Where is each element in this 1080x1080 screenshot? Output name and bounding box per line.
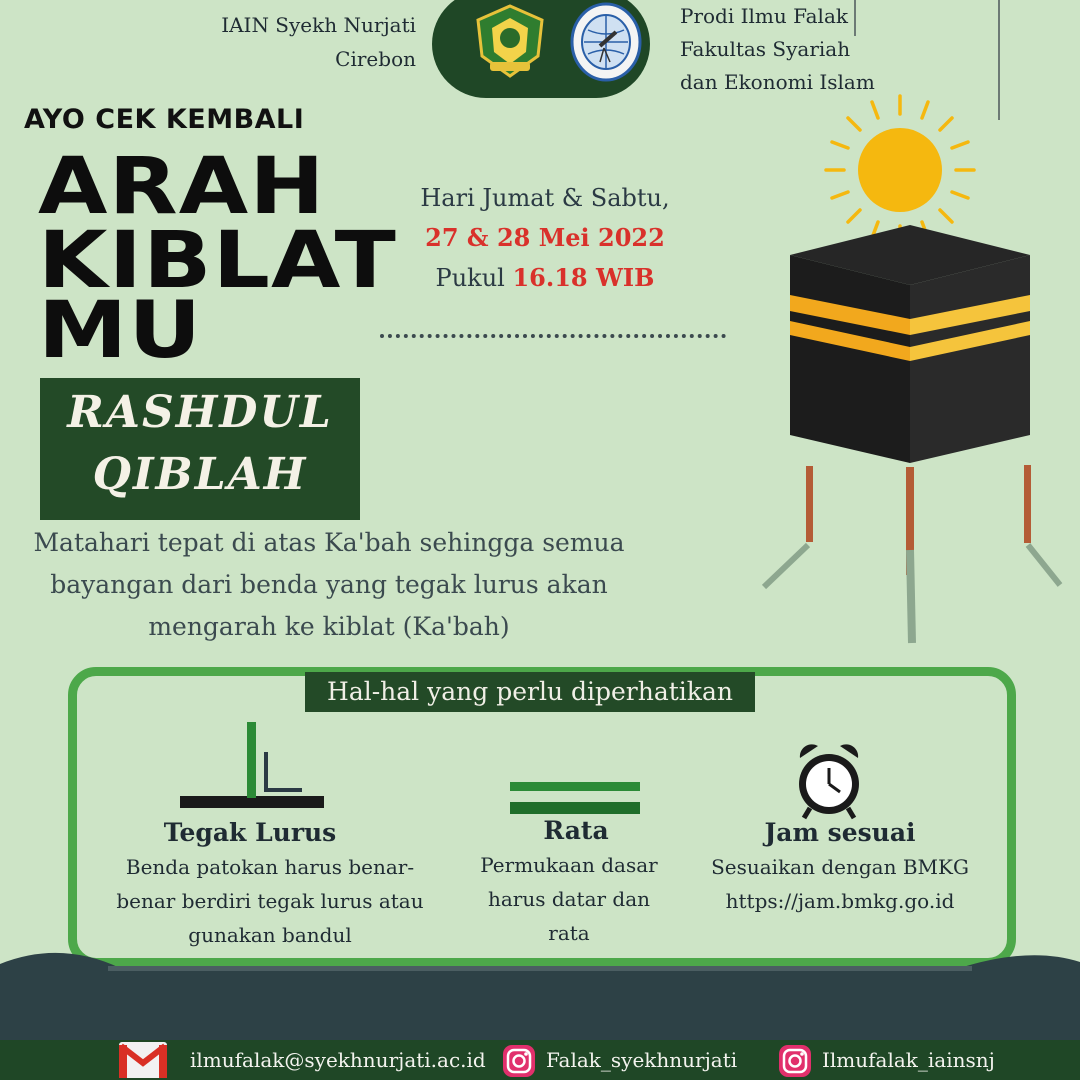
tip-text-jam: Sesuaikan dengan BMKG https://jam.bmkg.go.id bbox=[700, 850, 980, 918]
footer-hill bbox=[0, 940, 1080, 1040]
tips-heading: Hal-hal yang perlu diperhatikan bbox=[305, 672, 755, 712]
tip-title-rata: Rata bbox=[543, 816, 609, 845]
divider-line bbox=[854, 0, 856, 36]
tip-title-jam: Jam sesuai bbox=[764, 818, 916, 847]
dotted-divider bbox=[380, 334, 726, 338]
title-line: KIBLAT bbox=[38, 216, 397, 306]
kicker-text: AYO CEK KEMBALI bbox=[24, 104, 305, 135]
description: Matahari tepat di atas Ka'bah sehingga semua bayangan dari benda yang tegak lurus akan mengarah ke kiblat (Ka'bah) bbox=[33, 528, 625, 641]
footer-email[interactable]: ilmufalak@syekhnurjati.ac.id bbox=[190, 1048, 486, 1072]
tip-text-rata: Permukaan dasar harus datar dan rata bbox=[480, 853, 658, 945]
institution-name-right: Prodi Ilmu Falak Fakultas Syariah dan Ekonomi Islam bbox=[680, 4, 875, 94]
divider-line bbox=[998, 0, 1000, 120]
schedule bbox=[380, 178, 710, 298]
footer-instagram-2[interactable]: Ilmufalak_iainsnj bbox=[822, 1048, 995, 1072]
level-icon bbox=[510, 780, 640, 816]
falak-logo-icon bbox=[570, 2, 642, 82]
schedule-time-row: Pukul 16.18 WIB bbox=[435, 263, 655, 292]
campus-logo-icon bbox=[468, 2, 552, 80]
gmail-icon bbox=[118, 1041, 168, 1079]
badge-text: RASHDUL QIBLAH bbox=[67, 387, 333, 500]
title-line: MU bbox=[38, 286, 203, 376]
bmkg-link[interactable]: https://jam.bmkg.go.id bbox=[725, 889, 955, 913]
footer-instagram-1[interactable]: Falak_syekhnurjati bbox=[546, 1048, 738, 1072]
institution-name-left: IAIN Syekh Nurjati Cirebon bbox=[221, 13, 416, 71]
instagram-icon bbox=[778, 1044, 812, 1078]
kaaba-icon bbox=[750, 215, 1070, 655]
schedule-dates: 27 & 28 Mei 2022 bbox=[425, 223, 665, 252]
schedule-time: 16.18 WIB bbox=[512, 263, 655, 292]
title-line: ARAH bbox=[38, 142, 326, 232]
tip-title-tegak: Tegak Lurus bbox=[163, 818, 337, 847]
perpendicular-icon bbox=[180, 722, 324, 812]
schedule-days: Hari Jumat & Sabtu, bbox=[420, 184, 670, 212]
instagram-icon bbox=[502, 1044, 536, 1078]
alarm-clock-icon bbox=[796, 742, 862, 820]
tip-text-tegak: Benda patokan harus benar- benar berdiri tegak lurus atau gunakan bandul bbox=[116, 855, 424, 947]
